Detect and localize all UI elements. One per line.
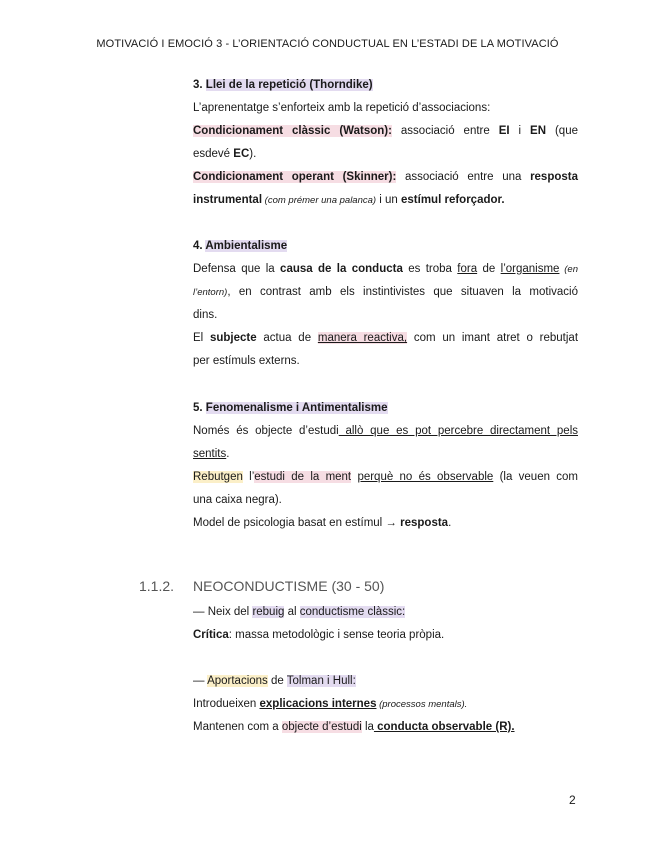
section-5-p2-line-2: una caixa negra). [193, 494, 282, 506]
section-4-heading [193, 235, 578, 258]
operant-conditioning-line-2: instrumental (com prémer una palanca) i un estímul reforçador. [193, 194, 505, 206]
section-3-number: 3. [193, 79, 203, 91]
section-4-title: Ambientalisme [205, 240, 288, 252]
classical-conditioning-term: Condicionament clàssic (Watson): [193, 125, 392, 137]
neobehaviorism-body [193, 601, 578, 739]
section-4-p1-line-3: dins. [193, 309, 218, 321]
section-5-title: Fenomenalisme i Antimentalisme [205, 402, 388, 414]
neo-line-2: Crítica: massa metodològic i sense teoria pròpia. [193, 629, 445, 641]
section-5-number: 5. [193, 402, 203, 414]
neo-line-3: — Aportacions de Tolman i Hull: [193, 675, 356, 687]
section-3-title: Llei de la repetició (Thorndike) [205, 79, 373, 91]
lever-example: (com prémer una palanca) [262, 195, 377, 206]
section-3-heading [193, 74, 578, 97]
subsection-number: 1.1.2. [139, 578, 175, 594]
operant-conditioning-term: Condicionament operant (Skinner): [193, 171, 397, 183]
neo-line-4: Introdueixen explicacions internes (processos mentals). [193, 698, 468, 710]
section-3-repetition-law [193, 74, 578, 212]
neo-line-1: — Neix del rebuig al conductisme clàssic: [193, 606, 406, 618]
classical-conditioning-line-1: Condicionament clàssic (Watson): associació entre EI i EN (que [193, 125, 578, 137]
section-4-p2-line-1: El subjecte actua de manera reactiva, com un imant atret o rebutjat [193, 332, 579, 344]
operant-conditioning-line-1: Condicionament operant (Skinner): associació entre una resposta [193, 171, 578, 183]
classical-conditioning-line-2: esdevé EC). [193, 148, 257, 160]
running-header: MOTIVACIÓ I EMOCIÓ 3 - L’ORIENTACIÓ CONDUCTUAL EN L’ESTADI DE LA MOTIVACIÓ [96, 38, 559, 50]
section-4-environmentalism [193, 235, 578, 373]
section-3-intro: L’aprenentatge s’enforteix amb la repetició d’associacions: [193, 102, 491, 114]
section-4-p1-line-1: Defensa que la causa de la conducta es troba fora de l’organisme (en [193, 263, 578, 275]
section-5-heading [193, 397, 578, 420]
section-5-p3: Model de psicologia basat en estímul → resposta. [193, 517, 452, 529]
section-5-p1-line-1: Només és objecte d’estudi allò que es pot percebre directament pels [193, 425, 578, 437]
subsection-title: NEOCONDUCTISME (30 - 50) [193, 578, 385, 594]
section-4-p1-line-2: l’entorn), en contrast amb els instintivistes que situaven la motivació [193, 286, 578, 298]
page-number: 2 [569, 793, 576, 807]
section-4-p2-line-2: per estímuls externs. [193, 355, 300, 367]
subsection-heading [139, 578, 384, 594]
section-4-number: 4. [193, 240, 203, 252]
section-5-p2-line-1: Rebutgen l’estudi de la ment perquè no és observable (la veuen com [193, 471, 578, 483]
neo-line-5: Mantenen com a objecte d’estudi la conducta observable (R). [193, 721, 515, 733]
section-5-phenomenalism [193, 397, 578, 535]
section-5-p1-line-2: sentits. [193, 448, 230, 460]
neo-spacer [193, 647, 578, 670]
